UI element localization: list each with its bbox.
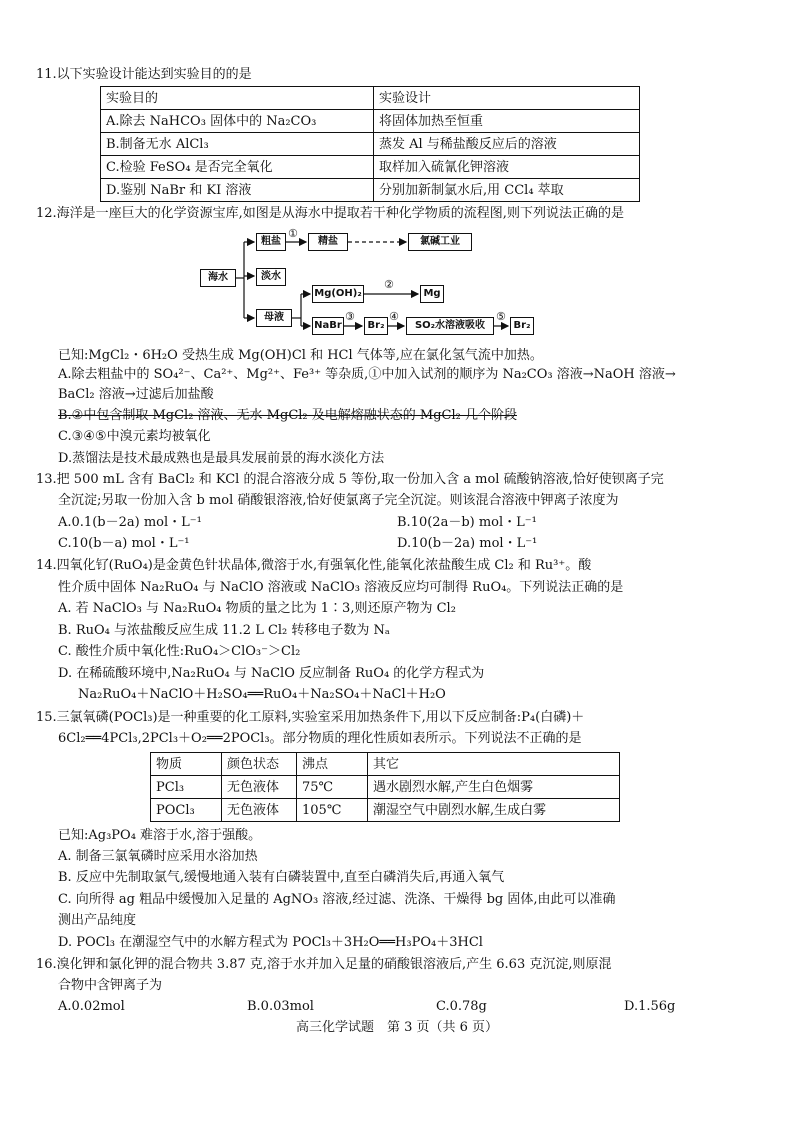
q14-stem-line2: 性介质中固体 Na₂RuO₄ 与 NaClO 溶液或 NaClO₃ 溶液反应均可制得 RuO₄。下列说法正确的是 xyxy=(58,580,624,595)
q14-option-d-equation: Na₂RuO₄＋NaClO＋H₂SO₄══RuO₄＋Na₂SO₄＋NaCl＋H₂O xyxy=(78,687,446,702)
q14-option-d-line1: D. 在稀硫酸环境中,Na₂RuO₄ 与 NaClO 反应制备 RuO₄ 的化学方程式为 xyxy=(58,666,485,681)
table-row xyxy=(101,179,640,202)
q13-stem-line2: 全沉淀;另取一份加入含 b mol 硝酸银溶液,恰好使氯离子完全沉淀。则该混合溶液中钾离子浓度为 xyxy=(58,493,619,508)
table-cell: 105℃ xyxy=(297,799,368,822)
q14-stem-line1: 14.四氧化钌(RuO₄)是金黄色针状晶体,微溶于水,有强氧化性,能氧化浓盐酸生成 Cl₂ 和 Ru³⁺。酸 xyxy=(36,558,592,573)
table-header-cell: 沸点 xyxy=(297,753,368,776)
seawater-box: 海水 xyxy=(200,269,236,287)
q16-option-b: B.0.03mol xyxy=(247,999,314,1014)
q12-option-a-line1: A.除去粗盐中的 SO₄²⁻、Ca²⁺、Mg²⁺、Fe³⁺ 等杂质,①中加入试剂的顺序为 Na₂CO₃ 溶液→NaOH 溶液→ xyxy=(58,367,676,382)
seawater-flowchart xyxy=(198,226,538,344)
table-row xyxy=(151,799,620,822)
table-header-cell: 物质 xyxy=(151,753,222,776)
table-cell: POCl₃ xyxy=(151,799,222,822)
page-footer: 高三化学试题 第 3 页（共 6 页） xyxy=(295,1020,499,1035)
table-cell: B.制备无水 AlCl₃ xyxy=(101,133,374,156)
step-2-label: ② xyxy=(384,278,394,291)
q15-table xyxy=(150,752,620,822)
crude-salt-box: 粗盐 xyxy=(256,233,286,251)
q16-option-c: C.0.78g xyxy=(436,999,487,1014)
q12-stem: 12.海洋是一座巨大的化学资源宝库,如图是从海水中提取若干种化学物质的流程图,则下列说法正确的是 xyxy=(36,206,624,221)
q15-stem-line1: 15.三氯氧磷(POCl₃)是一种重要的化工原料,实验室采用加热条件下,用以下反应制备:P₄(白磷)＋ xyxy=(36,710,585,725)
step-5-label: ⑤ xyxy=(496,310,506,323)
nabr-box: NaBr xyxy=(312,317,344,335)
q15-option-d: D. POCl₃ 在潮湿空气中的水解方程式为 POCl₃＋3H₂O══H₃PO₄＋3HCl xyxy=(58,935,483,950)
refined-salt-box: 精盐 xyxy=(308,233,348,251)
q12-option-c: C.③④⑤中溴元素均被氧化 xyxy=(58,429,211,444)
table-header-row xyxy=(151,753,620,776)
step-3-label: ③ xyxy=(345,310,355,323)
table-cell: 无色液体 xyxy=(222,776,297,799)
table-row xyxy=(101,110,640,133)
table-cell: PCl₃ xyxy=(151,776,222,799)
q15-option-b: B. 反应中先制取氯气,缓慢地通入装有白磷装置中,直至白磷消失后,再通入氧气 xyxy=(58,870,505,885)
table-cell: D.鉴别 NaBr 和 KI 溶液 xyxy=(101,179,374,202)
table-cell: 潮湿空气中剧烈水解,生成白雾 xyxy=(368,799,620,822)
q13-option-c: C.10(b－a) mol・L⁻¹ xyxy=(58,536,190,551)
q16-stem-line1: 16.溴化钾和氯化钾的混合物共 3.87 克,溶于水并加入足量的硝酸银溶液后,产生 6.63 克沉淀,则原混 xyxy=(36,957,612,972)
q13-stem-line1: 13.把 500 mL 含有 BaCl₂ 和 KCl 的混合溶液分成 5 等份,取一份加入含 a mol 硫酸钠溶液,恰好使钡离子完 xyxy=(36,472,664,487)
fresh-water-box: 淡水 xyxy=(256,268,286,286)
table-cell: A.除去 NaHCO₃ 固体中的 Na₂CO₃ xyxy=(101,110,374,133)
q12-option-d: D.蒸馏法是技术最成熟也是最具发展前景的海水淡化方法 xyxy=(58,451,385,466)
step-1-label: ① xyxy=(288,227,298,240)
table-cell: 遇水剧烈水解,产生白色烟雾 xyxy=(368,776,620,799)
table-cell: 分别加新制氯水后,用 CCl₄ 萃取 xyxy=(374,179,640,202)
br2-box-1: Br₂ xyxy=(364,317,388,335)
table-cell: C.检验 FeSO₄ 是否完全氧化 xyxy=(101,156,374,179)
q16-option-a: A.0.02mol xyxy=(58,999,125,1014)
table-header-cell: 其它 xyxy=(368,753,620,776)
q13-option-b: B.10(2a－b) mol・L⁻¹ xyxy=(397,515,537,530)
table-row xyxy=(101,156,640,179)
q15-option-c-line1: C. 向所得 ag 粗品中缓慢加入足量的 AgNO₃ 溶液,经过滤、洗涤、干燥得 bg 固体,由此可以准确 xyxy=(58,892,616,907)
q13-option-a: A.0.1(b－2a) mol・L⁻¹ xyxy=(58,515,202,530)
q11-stem: 11.以下实验设计能达到实验目的的是 xyxy=(36,67,252,82)
table-header-row xyxy=(101,87,640,110)
br2-box-2: Br₂ xyxy=(510,317,534,335)
q16-option-d: D.1.56g xyxy=(624,999,676,1014)
q15-note: 已知:Ag₃PO₄ 难溶于水,溶于强酸。 xyxy=(58,828,262,843)
q11-table xyxy=(100,86,640,202)
q13-option-d: D.10(b－2a) mol・L⁻¹ xyxy=(397,536,538,551)
table-cell: 将固体加热至恒重 xyxy=(374,110,640,133)
q15-option-a: A. 制备三氯氧磷时应采用水浴加热 xyxy=(58,849,258,864)
chlor-alkali-box: 氯碱工业 xyxy=(408,233,472,251)
mg-oh2-box: Mg(OH)₂ xyxy=(312,285,364,303)
q15-stem-line2: 6Cl₂══4PCl₃,2PCl₃＋O₂══2POCl₃。部分物质的理化性质如表所示。下列说法不正确的是 xyxy=(58,731,582,746)
table-header-cell: 颜色状态 xyxy=(222,753,297,776)
table-cell: 无色液体 xyxy=(222,799,297,822)
mg-box: Mg xyxy=(420,285,444,303)
q14-option-b: B. RuO₄ 与浓盐酸反应生成 11.2 L Cl₂ 转移电子数为 Nₐ xyxy=(58,623,390,638)
q15-option-c-line2: 测出产品纯度 xyxy=(58,913,137,928)
mother-liquor-box: 母液 xyxy=(256,309,292,327)
table-row xyxy=(151,776,620,799)
table-header-cell: 实验设计 xyxy=(374,87,640,110)
q16-stem-line2: 合物中含钾离子为 xyxy=(58,978,163,993)
q12-option-a-line2: BaCl₂ 溶液→过滤后加盐酸 xyxy=(58,387,214,402)
table-cell: 取样加入硫氰化钾溶液 xyxy=(374,156,640,179)
so2-absorb-box: SO₂水溶液吸收 xyxy=(406,317,494,335)
q14-option-a: A. 若 NaClO₃ 与 Na₂RuO₄ 物质的量之比为 1∶3,则还原产物为 Cl₂ xyxy=(58,601,456,616)
q12-option-b: B.②中包含制取 MgCl₂ 溶液、无水 MgCl₂ 及电解熔融状态的 MgCl₂ 几个阶段 xyxy=(58,408,517,423)
table-header-cell: 实验目的 xyxy=(101,87,374,110)
q14-option-c: C. 酸性介质中氧化性:RuO₄＞ClO₃⁻＞Cl₂ xyxy=(58,644,301,659)
table-row xyxy=(101,133,640,156)
table-cell: 75℃ xyxy=(297,776,368,799)
table-cell: 蒸发 Al 与稀盐酸反应后的溶液 xyxy=(374,133,640,156)
step-4-label: ④ xyxy=(389,310,399,323)
q12-note: 已知:MgCl₂・6H₂O 受热生成 Mg(OH)Cl 和 HCl 气体等,应在氯化氢气流中加热。 xyxy=(58,348,543,363)
